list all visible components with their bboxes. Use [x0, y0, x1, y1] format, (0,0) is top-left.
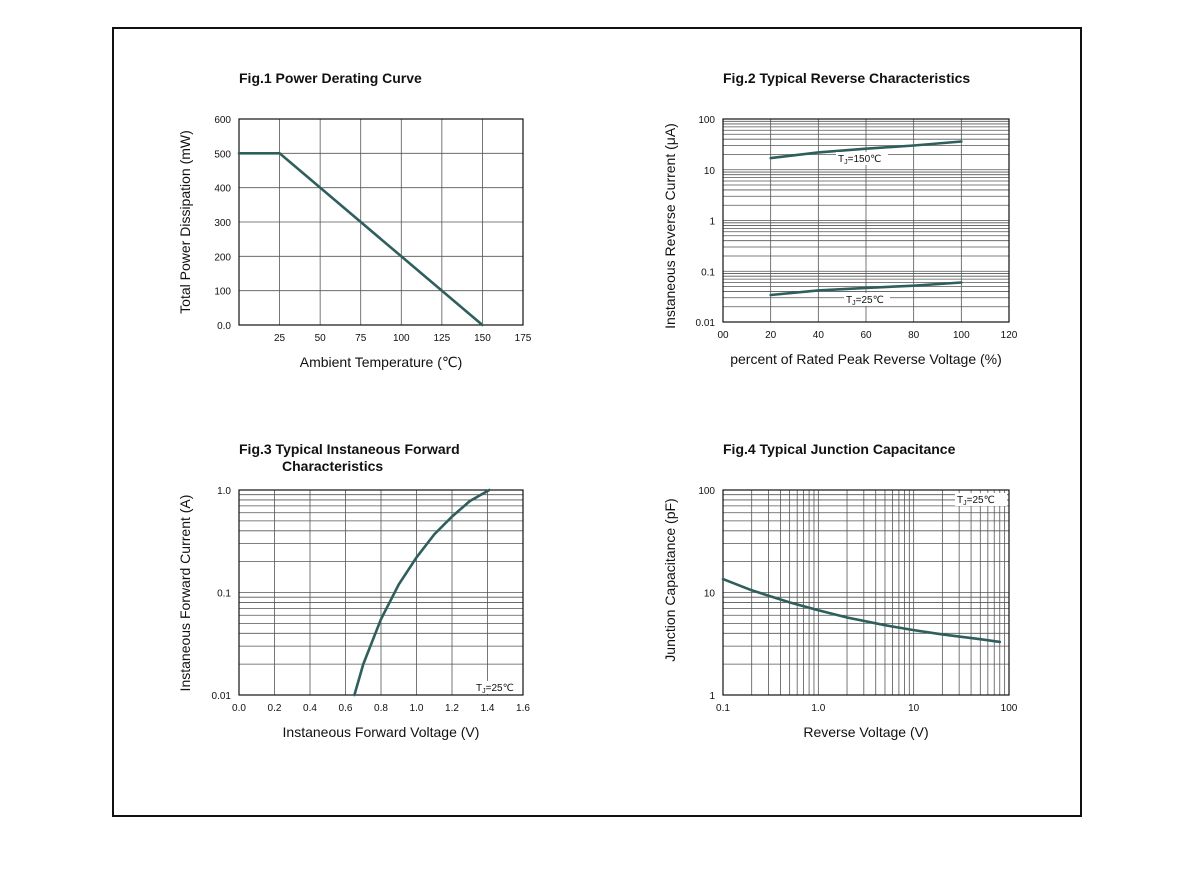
- fig1-x-tick-label: 50: [314, 333, 326, 344]
- fig2-x-tick-label: 60: [860, 330, 872, 341]
- fig2-x-tick-label: 120: [1000, 330, 1018, 341]
- fig1-x-tick-label: 125: [433, 333, 451, 344]
- fig3-x-tick-label: 0.4: [303, 703, 317, 714]
- fig2-y-tick-label: 0.1: [701, 267, 715, 279]
- fig1-x-tick-label: 150: [474, 333, 491, 344]
- fig1-x-tick-label: 75: [355, 333, 367, 344]
- fig2-y-tick-label: 100: [698, 115, 715, 126]
- fig3-x-tick-label: 1.4: [480, 703, 495, 714]
- fig2-x-tick-label: 100: [952, 330, 970, 341]
- fig1-x-tick-label: 175: [514, 333, 532, 344]
- fig3-x-tick-label: 0.0: [232, 703, 246, 714]
- fig4-y-tick-label: 100: [698, 486, 715, 497]
- fig1-x-tick-label: 100: [392, 333, 410, 344]
- fig1-y-tick-label: 600: [214, 115, 231, 126]
- fig2-y-axis-label: Instaneous Reverse Current (μA): [662, 123, 678, 329]
- fig4-y-axis-label: Junction Capacitance (pF): [662, 498, 678, 662]
- fig1-y-axis-label: Total Power Dissipation (mW): [177, 130, 193, 314]
- fig4-title: Fig.4 Typical Junction Capacitance: [723, 441, 956, 457]
- fig2-x-axis-label: percent of Rated Peak Reverse Voltage (%): [730, 351, 1002, 367]
- fig1-x-tick-label: 25: [274, 333, 286, 344]
- fig1-y-tick-label: 100: [214, 286, 231, 298]
- fig4-x-tick-label: 100: [1000, 703, 1018, 714]
- fig3-y-tick-label: 0.01: [211, 691, 231, 702]
- fig4-x-tick-label: 10: [908, 703, 920, 714]
- fig1-y-tick-label: 300: [214, 218, 231, 229]
- fig1-grid: [239, 119, 523, 325]
- fig2-x-tick-label: 00: [717, 330, 729, 341]
- fig3-x-tick-label: 1.0: [409, 703, 424, 714]
- fig1-y-tick-label: 0.0: [217, 321, 231, 332]
- fig3-x-tick-label: 1.2: [445, 703, 459, 714]
- fig4-x-axis-label: Reverse Voltage (V): [803, 724, 929, 740]
- fig2-x-tick-label: 20: [765, 330, 777, 341]
- fig3-y-tick-label: 1.0: [217, 486, 231, 497]
- fig3-x-tick-label: 0.2: [267, 703, 282, 714]
- fig3-x-axis-label: Instaneous Forward Voltage (V): [282, 724, 480, 740]
- fig2-y-tick-label: 10: [703, 165, 715, 177]
- fig2-x-tick-label: 40: [812, 330, 824, 341]
- fig3-x-tick-label: 0.6: [338, 703, 353, 714]
- fig1-y-tick-label: 400: [214, 183, 231, 195]
- fig4-series-1-line: [723, 579, 1000, 642]
- fig3-title-line2: Characteristics: [282, 458, 384, 474]
- fig2-annotation-1: $T_J=150℃$: [838, 154, 882, 166]
- fig4-x-tick-label: 0.1: [716, 703, 730, 714]
- fig3-y-axis-label: Instaneous Forward Current (A): [177, 494, 193, 692]
- fig4-annotation-1: $T_J=25℃$: [957, 495, 995, 507]
- fig2-annotation-2: $T_J=25℃$: [846, 295, 884, 307]
- fig3-y-tick-label: 0.1: [217, 588, 231, 600]
- fig2-title: Fig.2 Typical Reverse Characteristics: [723, 70, 971, 86]
- fig4-y-tick-label: 1: [709, 691, 715, 702]
- fig3-x-tick-label: 1.6: [516, 703, 530, 714]
- fig4-grid: [723, 490, 1009, 695]
- fig2-x-tick-label: 80: [908, 330, 920, 341]
- fig4-x-tick-label: 1.0: [811, 703, 826, 714]
- fig2-y-tick-label: 0.01: [695, 318, 715, 329]
- fig3-x-tick-label: 0.8: [374, 703, 388, 714]
- fig1-y-tick-label: 500: [214, 149, 231, 161]
- fig3-title: Fig.3 Typical Instaneous Forward: [239, 441, 460, 457]
- fig1-x-axis-label: Ambient Temperature (℃): [299, 354, 463, 370]
- fig1-y-tick-label: 200: [214, 252, 231, 264]
- fig1-title: Fig.1 Power Derating Curve: [239, 70, 422, 86]
- fig3-grid: [239, 490, 523, 695]
- fig4-y-tick-label: 10: [703, 588, 715, 600]
- fig2-y-tick-label: 1: [709, 216, 715, 228]
- fig3-annotation-1: $T_J=25℃$: [476, 683, 514, 695]
